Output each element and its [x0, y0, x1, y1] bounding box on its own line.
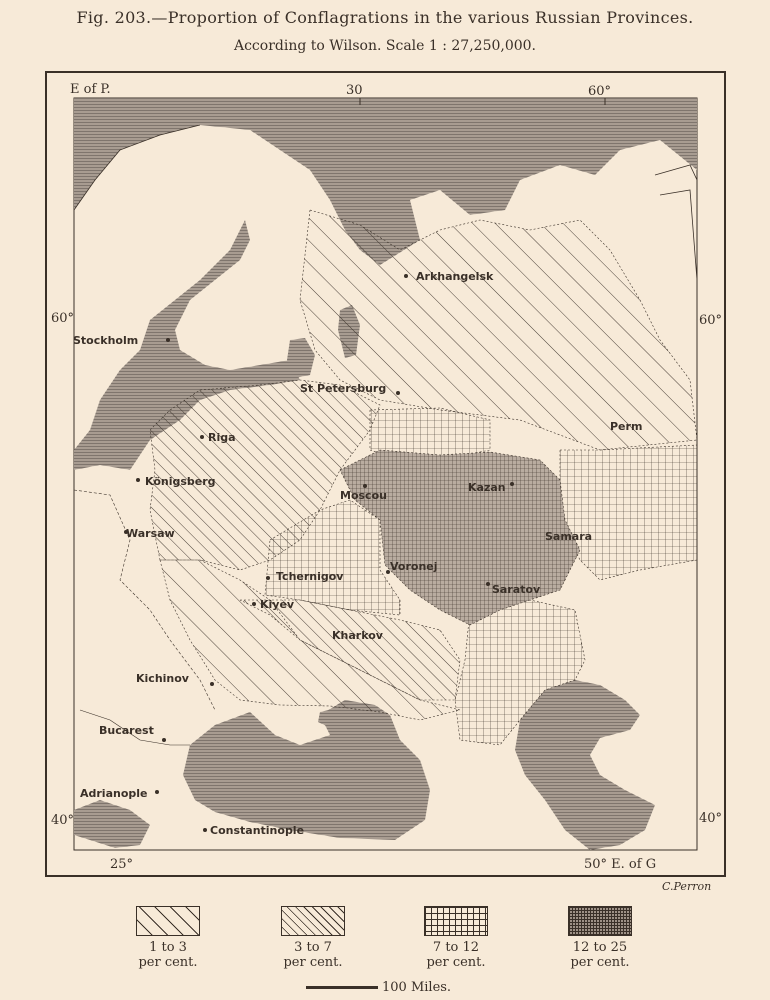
label-riga: Riga: [208, 431, 236, 444]
legend-item-7to12: [396, 906, 516, 970]
label-samara: Samara: [545, 530, 593, 543]
scale-bar: [306, 980, 451, 995]
legend-unit: per cent.: [426, 955, 486, 970]
label-stockholm: Stockholm: [73, 334, 139, 347]
label-adrianople: Adrianople: [80, 787, 148, 800]
frame-label-right-lat-bottom: 40°: [699, 811, 723, 826]
label-tchernigov: Tchernigov: [276, 570, 344, 583]
legend-unit: per cent.: [570, 955, 630, 970]
legend-label: 1 to 3: [149, 940, 187, 955]
frame-label-left-lat-bottom: 40°: [51, 813, 75, 828]
label-voronej: Voronej: [390, 560, 438, 573]
frame-label-bottom-left: 25°: [110, 857, 134, 872]
label-bucarest: Bucarest: [99, 724, 154, 737]
aegean-sea: [74, 800, 150, 848]
label-arkhangelsk: Arkhangelsk: [416, 270, 494, 283]
legend-item-3to7: [253, 906, 373, 970]
legend-label: 3 to 7: [294, 940, 332, 955]
label-moscou: Moscou: [340, 489, 387, 502]
label-kiyev: Kiyev: [260, 598, 295, 611]
caspian-sea: [515, 680, 655, 850]
legend-item-12to25: [540, 906, 660, 970]
arctic-sea: [74, 98, 697, 265]
legend-unit: per cent.: [283, 955, 343, 970]
legend-label: 12 to 25: [572, 940, 628, 955]
legend-swatch-light-hatch: [136, 906, 200, 936]
figure-subtitle: According to Wilson. Scale 1 : 27,250,000.: [233, 38, 537, 54]
label-constantinople: Constantinople: [210, 824, 305, 837]
label-saratov: Saratov: [492, 583, 541, 596]
east-coast-outline: [655, 165, 697, 280]
frame-label-right-lat: 60°: [699, 313, 723, 328]
frame-label-bottom-right: 50° E. of G: [584, 857, 657, 872]
legend-swatch-grid: [424, 906, 488, 936]
scale-bar-line: [306, 986, 378, 989]
legend-label: 7 to 12: [432, 940, 480, 955]
frame-label-top-left: E of P.: [70, 82, 111, 97]
label-kazan: Kazan: [468, 481, 506, 494]
frame-label-left-lat: 60°: [51, 311, 75, 326]
frame-label-top-mid: 30: [346, 83, 363, 98]
scale-bar-label: 100 Miles.: [382, 980, 452, 995]
engraver-signature: C.Perron: [662, 880, 712, 893]
legend-unit: per cent.: [138, 955, 198, 970]
black-sea: [183, 700, 430, 840]
label-konigsberg: Königsberg: [145, 475, 216, 488]
figure-title: Fig. 203.—Proportion of Conflagrations in the various Russian Provinces.: [76, 8, 694, 27]
label-kichinov: Kichinov: [136, 672, 189, 685]
label-kharkov: Kharkov: [332, 629, 383, 642]
label-perm: Perm: [610, 420, 643, 433]
legend-item-1to3: [108, 906, 228, 970]
frame-label-top-right: 60°: [588, 84, 612, 99]
region-7to12-east: [560, 445, 697, 580]
label-st-petersburg: St Petersburg: [300, 382, 387, 395]
legend-swatch-medium-hatch: [281, 906, 345, 936]
legend-swatch-dense-grid: [568, 906, 632, 936]
label-warsaw: Warsaw: [126, 527, 175, 540]
